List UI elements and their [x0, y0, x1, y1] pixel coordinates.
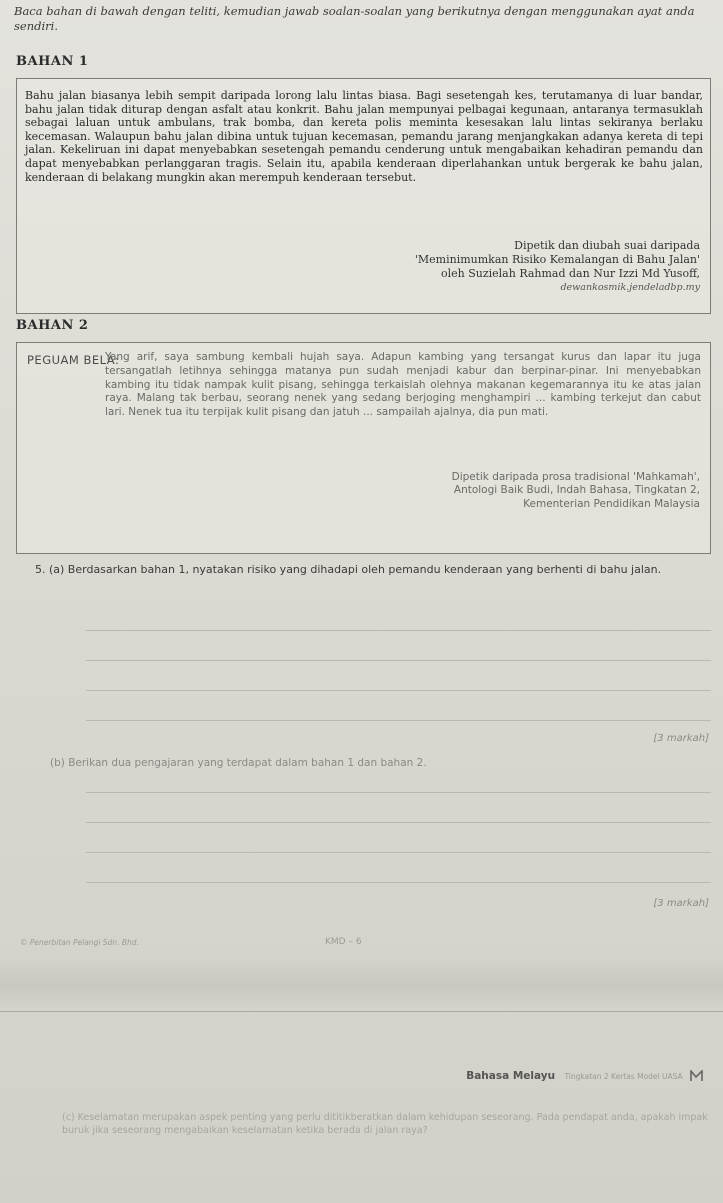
question-5c: (c) Keselamatan merupakan aspek penting yang perlu dititikberatkan dalam kehidupan seseorang. Pada pendapat anda, apakah impak buruk jika seseorang mengabaikan keselamatan ketika berada di jalan raya?: [62, 1112, 708, 1136]
bahan1-source-line-2: 'Meminimumkan Risiko Kemalangan di Bahu Jalan': [414, 253, 700, 266]
question-5b: (b) Berikan dua pengajaran yang terdapat dalam bahan 1 dan bahan 2.: [50, 757, 427, 769]
next-page-header: [466, 1070, 703, 1082]
bahan2-box: [16, 342, 711, 554]
bahan1-title: BAHAN 1: [16, 54, 89, 69]
answer-line[interactable]: [86, 630, 711, 631]
subject-label: Bahasa Melayu: [466, 1070, 556, 1082]
bahan1-box: [16, 78, 711, 314]
bahan1-source-line-1: Dipetik dan diubah suai daripada: [514, 239, 700, 252]
bahan2-source-line-3: Kementerian Pendidikan Malaysia: [523, 497, 700, 510]
page-number: KMD – 6: [325, 937, 362, 947]
question-5a: 5. (a) Berdasarkan bahan 1, nyatakan risiko yang dihadapi oleh pemandu kenderaan yang berhenti di bahu jalan.: [35, 563, 662, 576]
bahan1-text: Bahu jalan biasanya lebih sempit daripada lorong lalu lintas biasa. Bagi sesetengah kes, terutamanya di luar bandar, bahu jalan tidak diturap dengan asfalt atau konkrit. Bahu jalan mempunyai pelbagai kegunaan, antaranya termasuklah sebagai laluan untuk ambulans, trak bomba, dan kereta polis meminta kesesakan lalu lintas sekiranya berlaku kecemasan. Walaupun bahu jalan dibina untuk tujuan kecemasan, pemandu jarang menjangkakan adanya kereta di tepi jalan. Kekeliruan ini dapat menyebabkan sesetengah pemandu cenderung untuk mengabaikan kehadiran pemandu dan dapat menyebabkan perlanggaran tragis. Selain itu, apabila kenderaan diperlahankan untuk bergerak ke bahu jalan, kenderaan di belakang mungkin akan merempuh kenderaan tersebut.: [25, 89, 703, 184]
bahan2-source-line-2: Antologi Baik Budi, Indah Bahasa, Tingkatan 2,: [453, 484, 700, 497]
bahan2-source: [452, 471, 700, 511]
publisher-logo-icon: [690, 1070, 703, 1082]
question-5b-marks: [3 markah]: [653, 898, 709, 909]
bahan2-source-line-1: Dipetik daripada prosa tradisional 'Mahkamah',: [451, 471, 700, 483]
bahan2-title: BAHAN 2: [16, 318, 89, 333]
bahan1-source-url: dewankosmik.jendeladbp.my: [560, 282, 700, 293]
bahan1-source: [415, 239, 700, 295]
bahan1-source-line-3: oleh Suzielah Rahmad dan Nur Izzi Md Yusoff,: [440, 267, 700, 280]
instruction-text: Baca bahan di bawah dengan teliti, kemudian jawab soalan-soalan yang berikutnya dengan menggunakan ayat anda sendiri.: [14, 4, 695, 33]
answer-line[interactable]: [86, 660, 711, 661]
publisher-footer: © Penerbitan Pelangi Sdn. Bhd.: [20, 938, 139, 947]
answer-line[interactable]: [86, 690, 711, 691]
question-5a-marks: [3 markah]: [653, 733, 709, 744]
answer-line[interactable]: [86, 792, 711, 793]
page-divider: [0, 1011, 723, 1012]
answer-line[interactable]: [86, 822, 711, 823]
bahan2-text: Yang arif, saya sambung kembali hujah saya. Adapun kambing yang tersangat kurus dan lapar itu juga tersangatlah letihnya sehingga matanya pun sudah menjadi kabur dan berpinar-pinar. Ini menyebabkan kambing itu tidak nampak kulit pisang, sehingga terkaislah olehnya makanan kegemarannya itu ke atas jalan raya. Malang tak berbau, seorang nenek yang sedang berjoging menghampiri ... kambing terkejut dan cabut lari. Nenek tua itu terpijak kulit pisang dan jatuh ... sampailah ajalnya, dia pun mati.: [105, 351, 701, 419]
bahan2-speaker-label: PEGUAM BELA:: [27, 353, 120, 367]
answer-line[interactable]: [86, 852, 711, 853]
answer-line[interactable]: [86, 720, 711, 721]
page-fold-shadow: [0, 960, 723, 1012]
answer-line[interactable]: [86, 882, 711, 883]
subject-subtitle: Tingkatan 2 Kertas Model UASA: [564, 1072, 683, 1081]
